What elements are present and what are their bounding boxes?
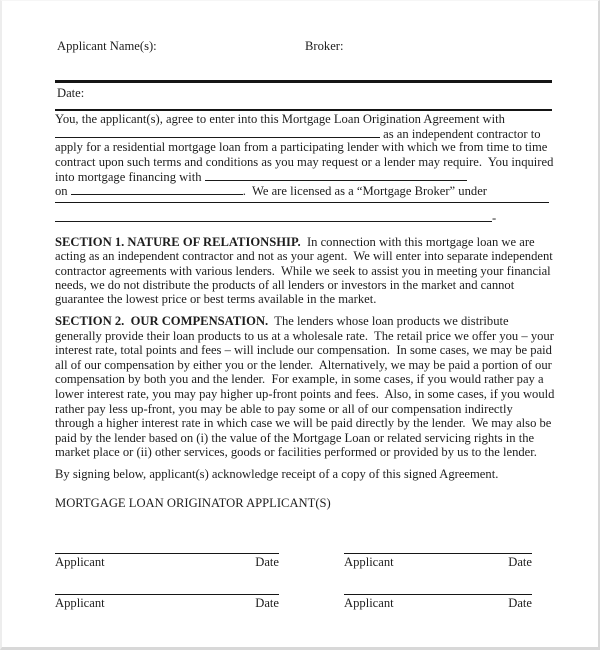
date-label: Date: (57, 86, 85, 100)
signature-line (344, 541, 532, 554)
applicant-signature-label: Applicant (344, 555, 394, 569)
applicant-signature-label: Applicant (55, 596, 105, 610)
section-1-body: In connection with this mortgage loan we are acting as an independent contractor and not as your agent. We will enter into separate independent contractor agreements with various lenders. While we seek to assist you in meeting your financial needs, we do not distribute the products of all lenders or investors in the market and cannot guarantee the lowest price or best terms available in the market. (55, 235, 556, 307)
financing-with-text: into mortgage financing with (55, 169, 205, 184)
divider-rule-date (55, 109, 552, 112)
license-blank-line-2 (55, 210, 492, 222)
date-signature-label: Date (508, 596, 532, 610)
date-signature-label: Date (508, 555, 532, 569)
signature-cell-3 (55, 582, 279, 610)
section-1-paragraph (55, 235, 555, 306)
section-2-heading: SECTION 2. OUR COMPENSATION. (55, 314, 269, 328)
license-blank-line-2-row (55, 210, 496, 224)
intro-line-5 (55, 169, 555, 183)
date-signature-label: Date (255, 555, 279, 569)
financing-with-blank (205, 169, 467, 181)
signature-row-2 (55, 582, 532, 610)
section-1-heading: SECTION 1. NATURE OF RELATIONSHIP. (55, 235, 301, 249)
intro-line-3: apply for a residential mortgage loan from a participating lender with which we from time to time (55, 140, 548, 155)
signature-block-title: MORTGAGE LOAN ORIGINATOR APPLICANT(S) (55, 496, 331, 510)
signature-line (55, 582, 279, 595)
intro-line-2 (55, 126, 555, 140)
section-2-paragraph (55, 314, 558, 460)
section-2-body: The lenders whose loan products we distribute generally provide their loan products to us at a wholesale rate. The retail price we offer you – your interest rate, total points and fees – will include our compensation. In some cases, we may be paid all of our compensation by either you or the lender. Alternatively, we may be paid a portion of our compensation by both you and the lender. For example, in some cases, if you would rather pay a lower interest rate, you may pay higher up-front points and fees. Also, in some cases, if you would rather pay less up-front, you may be able to pay some or all of our compensation indirectly through a higher interest rate in which case we will be paid directly by the lender. We may also be paid by the lender based on (i) the value of the Mortgage Loan or related servicing rights in the market place or (ii) other services, goods or facilities performed or provided by us to the lender. (55, 314, 558, 460)
applicant-name-label: Applicant Name(s): (57, 39, 157, 53)
intro-line-2-text: as an independent contractor to (380, 127, 541, 142)
divider-rule-top (55, 80, 552, 83)
signature-row-1 (55, 541, 532, 569)
signature-cell-2 (344, 541, 532, 569)
signature-cell-4 (344, 582, 532, 610)
applicant-signature-label: Applicant (55, 555, 105, 569)
signature-cell-1 (55, 541, 279, 569)
intro-line-4: contract upon such terms and conditions as you may request or a lender may require. You inquired (55, 154, 554, 169)
licensed-text: . We are licensed as a “Mortgage Broker” under (242, 183, 487, 198)
acknowledgement-text: By signing below, applicant(s) acknowledge receipt of a copy of this signed Agreement. (55, 467, 499, 481)
inquired-on-text: on (55, 183, 71, 198)
intro-line-1: You, the applicant(s), agree to enter into this Mortgage Loan Origination Agreement with (55, 112, 505, 126)
trailing-mark: - (492, 211, 497, 225)
company-name-blank (55, 126, 380, 138)
applicant-signature-label: Applicant (344, 596, 394, 610)
signature-line (55, 541, 279, 554)
intro-paragraph (55, 112, 555, 197)
license-blank-line-1 (55, 190, 549, 203)
broker-label: Broker: (305, 39, 344, 53)
date-signature-label: Date (255, 596, 279, 610)
signature-line (344, 582, 532, 595)
